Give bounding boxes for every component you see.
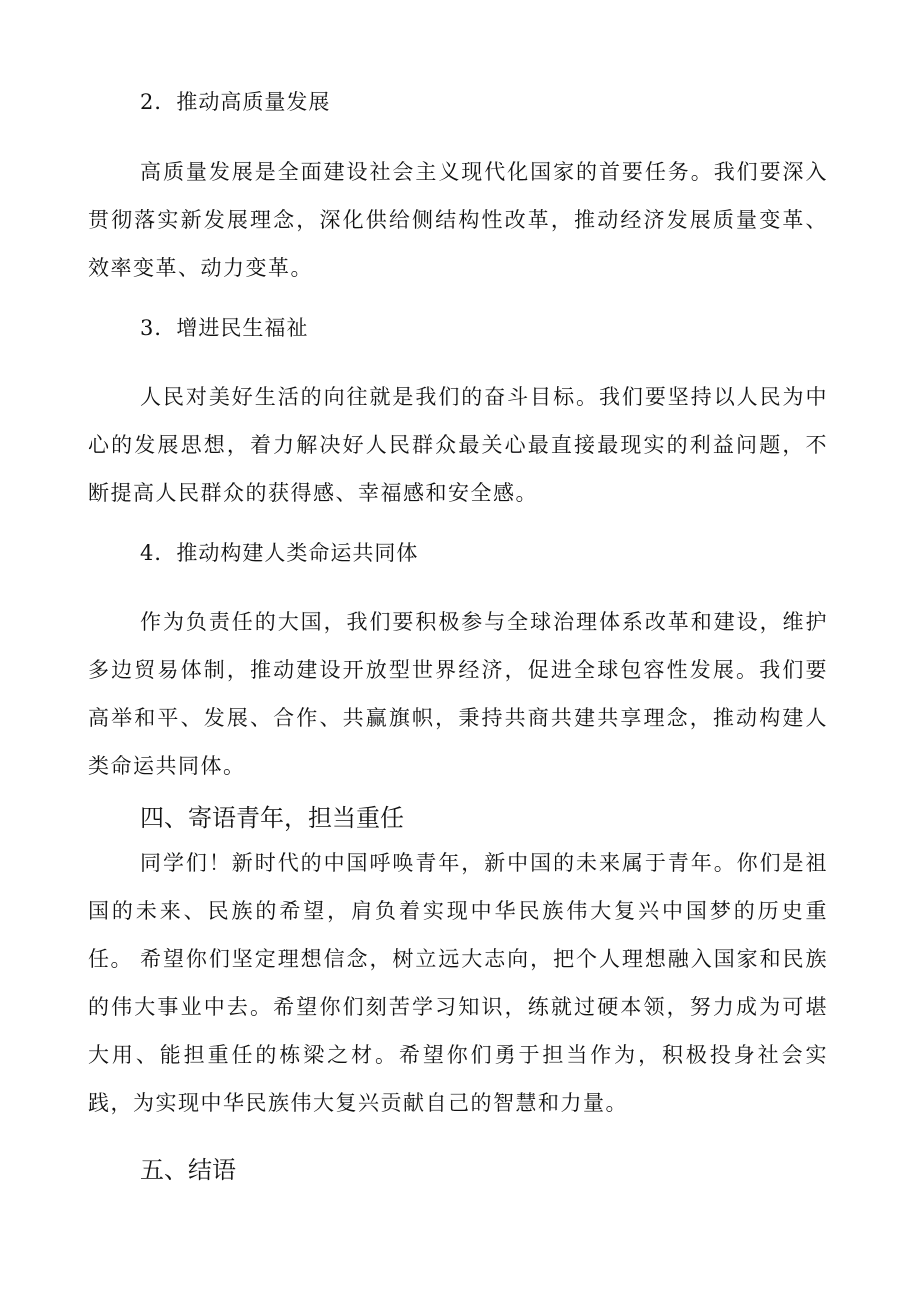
subsection-title-3: 3．增进民生福祉 (140, 316, 309, 340)
paragraph-high-quality-development: 高质量发展是全面建设社会主义现代化国家的首要任务。我们要深入贯彻落实新发展理念，深化供给侧结构性改革，推动经济发展质量变革、效率变革、动力变革。 (88, 160, 828, 280)
paragraph-livelihood: 人民对美好生活的向往就是我们的奋斗目标。我们要坚持以人民为中心的发展思想，着力解决好人民群众最关心最直接最现实的利益问题，不断提高人民群众的获得感、幸福感和安全感。 (88, 385, 828, 505)
paragraph-shared-future: 作为负责任的大国，我们要积极参与全球治理体系改革和建设，维护多边贸易体制，推动建设开放型世界经济，促进全球包容性发展。我们要高举和平、发展、合作、共赢旗帜，秉持共商共建共享理念，推动构建人类命运共同体。 (88, 610, 828, 778)
subsection-title-2: 2．推动高质量发展 (140, 90, 331, 114)
paragraph-youth-hopes: 希望你们坚定理想信念，树立远大志向，把个人理想融入国家和民族的伟大事业中去。希望你们刻苦学习知识，练就过硬本领，努力成为可堪大用、能担重任的栋梁之材。希望你们勇于担当作为，积极投身社会实践，为实现中华民族伟大复兴贡献自己的智慧和力量。 (88, 947, 828, 1115)
paragraph-youth-intro: 同学们！新时代的中国呼唤青年，新中国的未来属于青年。你们是祖国的未来、民族的希望，肩负着实现中华民族伟大复兴中国梦的历史重任。 (88, 851, 828, 971)
section-heading-four: 四、寄语青年，担当重任 (140, 804, 404, 832)
section-heading-five: 五、结语 (140, 1156, 236, 1184)
subsection-title-4: 4．推动构建人类命运共同体 (140, 541, 419, 565)
